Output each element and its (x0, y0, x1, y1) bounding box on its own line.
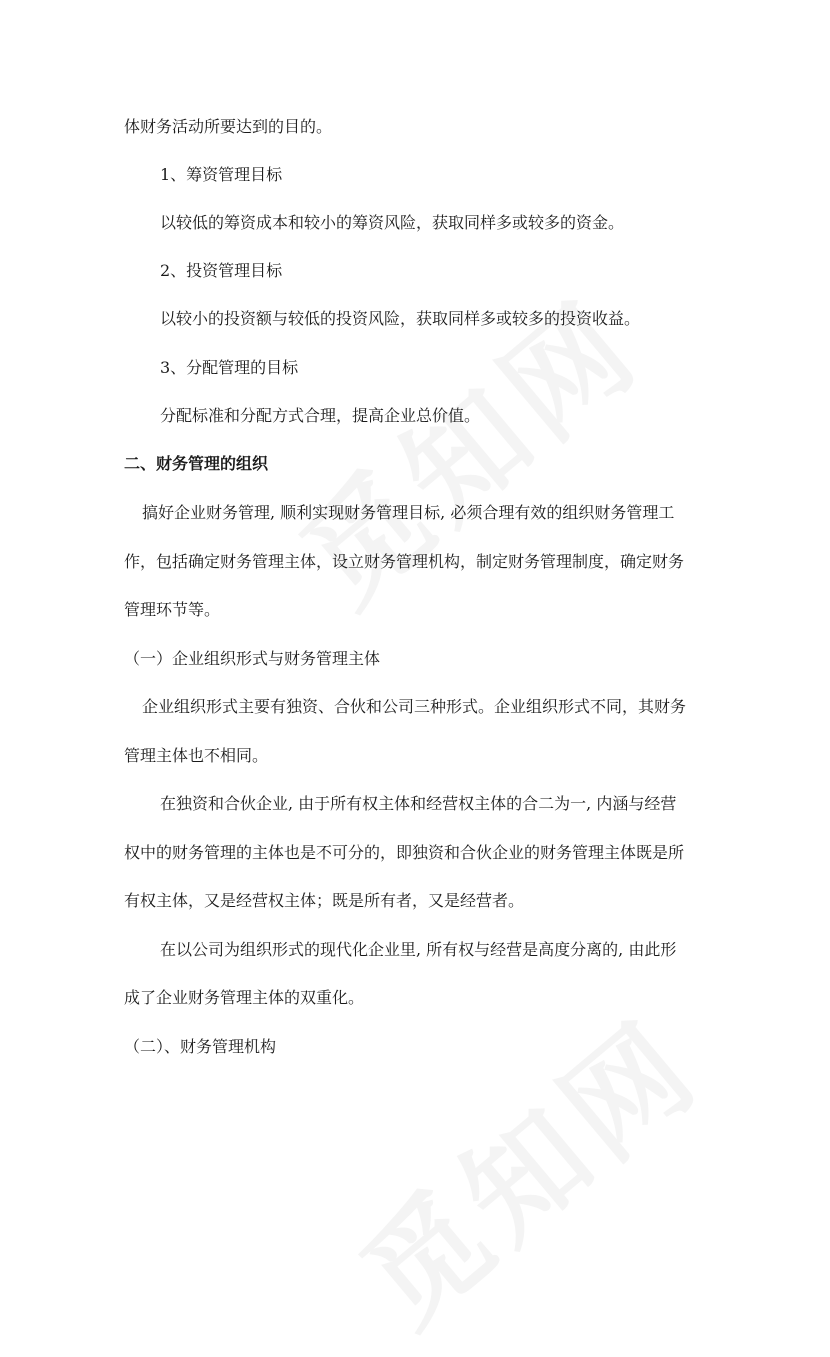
subsection-heading: （一）企业组织形式与财务管理主体 (124, 649, 381, 668)
paragraph-line: 成了企业财务管理主体的双重化。 (124, 988, 365, 1007)
paragraph-line: 管理主体也不相同。 (124, 746, 269, 765)
section-heading: 二、财务管理的组织 (124, 454, 269, 473)
list-heading: 3、分配管理的目标 (160, 358, 299, 377)
watermark (320, 975, 729, 1357)
list-heading: 1、筹资管理目标 (160, 165, 283, 184)
list-heading: 2、投资管理目标 (160, 261, 283, 280)
paragraph-line: 以较低的筹资成本和较小的筹资风险，获取同样多或较多的资金。 (160, 213, 625, 232)
paragraph-line: 体财务活动所要达到的目的。 (124, 117, 333, 136)
paragraph-line: 有权主体，又是经营权主体；既是所有者，又是经营者。 (124, 891, 525, 910)
paragraph-line: 企业组织形式主要有独资、合伙和公司三种形式。企业组织形式不同，其财务 (142, 697, 687, 716)
paragraph-line: 分配标准和分配方式合理，提高企业总价值。 (160, 406, 481, 425)
paragraph-line: 以较小的投资额与较低的投资风险，获取同样多或较多的投资收益。 (160, 309, 641, 328)
subsection-heading: （二）、财务管理机构 (124, 1037, 277, 1056)
paragraph-line: 在以公司为组织形式的现代化企业里, 所有权与经营是高度分离的, 由此形 (160, 940, 677, 959)
paragraph-line: 管理环节等。 (124, 600, 221, 619)
paragraph-line: 搞好企业财务管理, 顺利实现财务管理目标, 必须合理有效的组织财务管理工 (142, 503, 675, 522)
paragraph-line: 在独资和合伙企业, 由于所有权主体和经营权主体的合二为一, 内涵与经营 (160, 794, 677, 813)
paragraph-line: 作，包括确定财务管理主体，设立财务管理机构，制定财务管理制度，确定财务 (124, 552, 685, 571)
paragraph-line: 权中的财务管理的主体也是不可分的，即独资和合伙企业的财务管理主体既是所 (124, 843, 685, 862)
